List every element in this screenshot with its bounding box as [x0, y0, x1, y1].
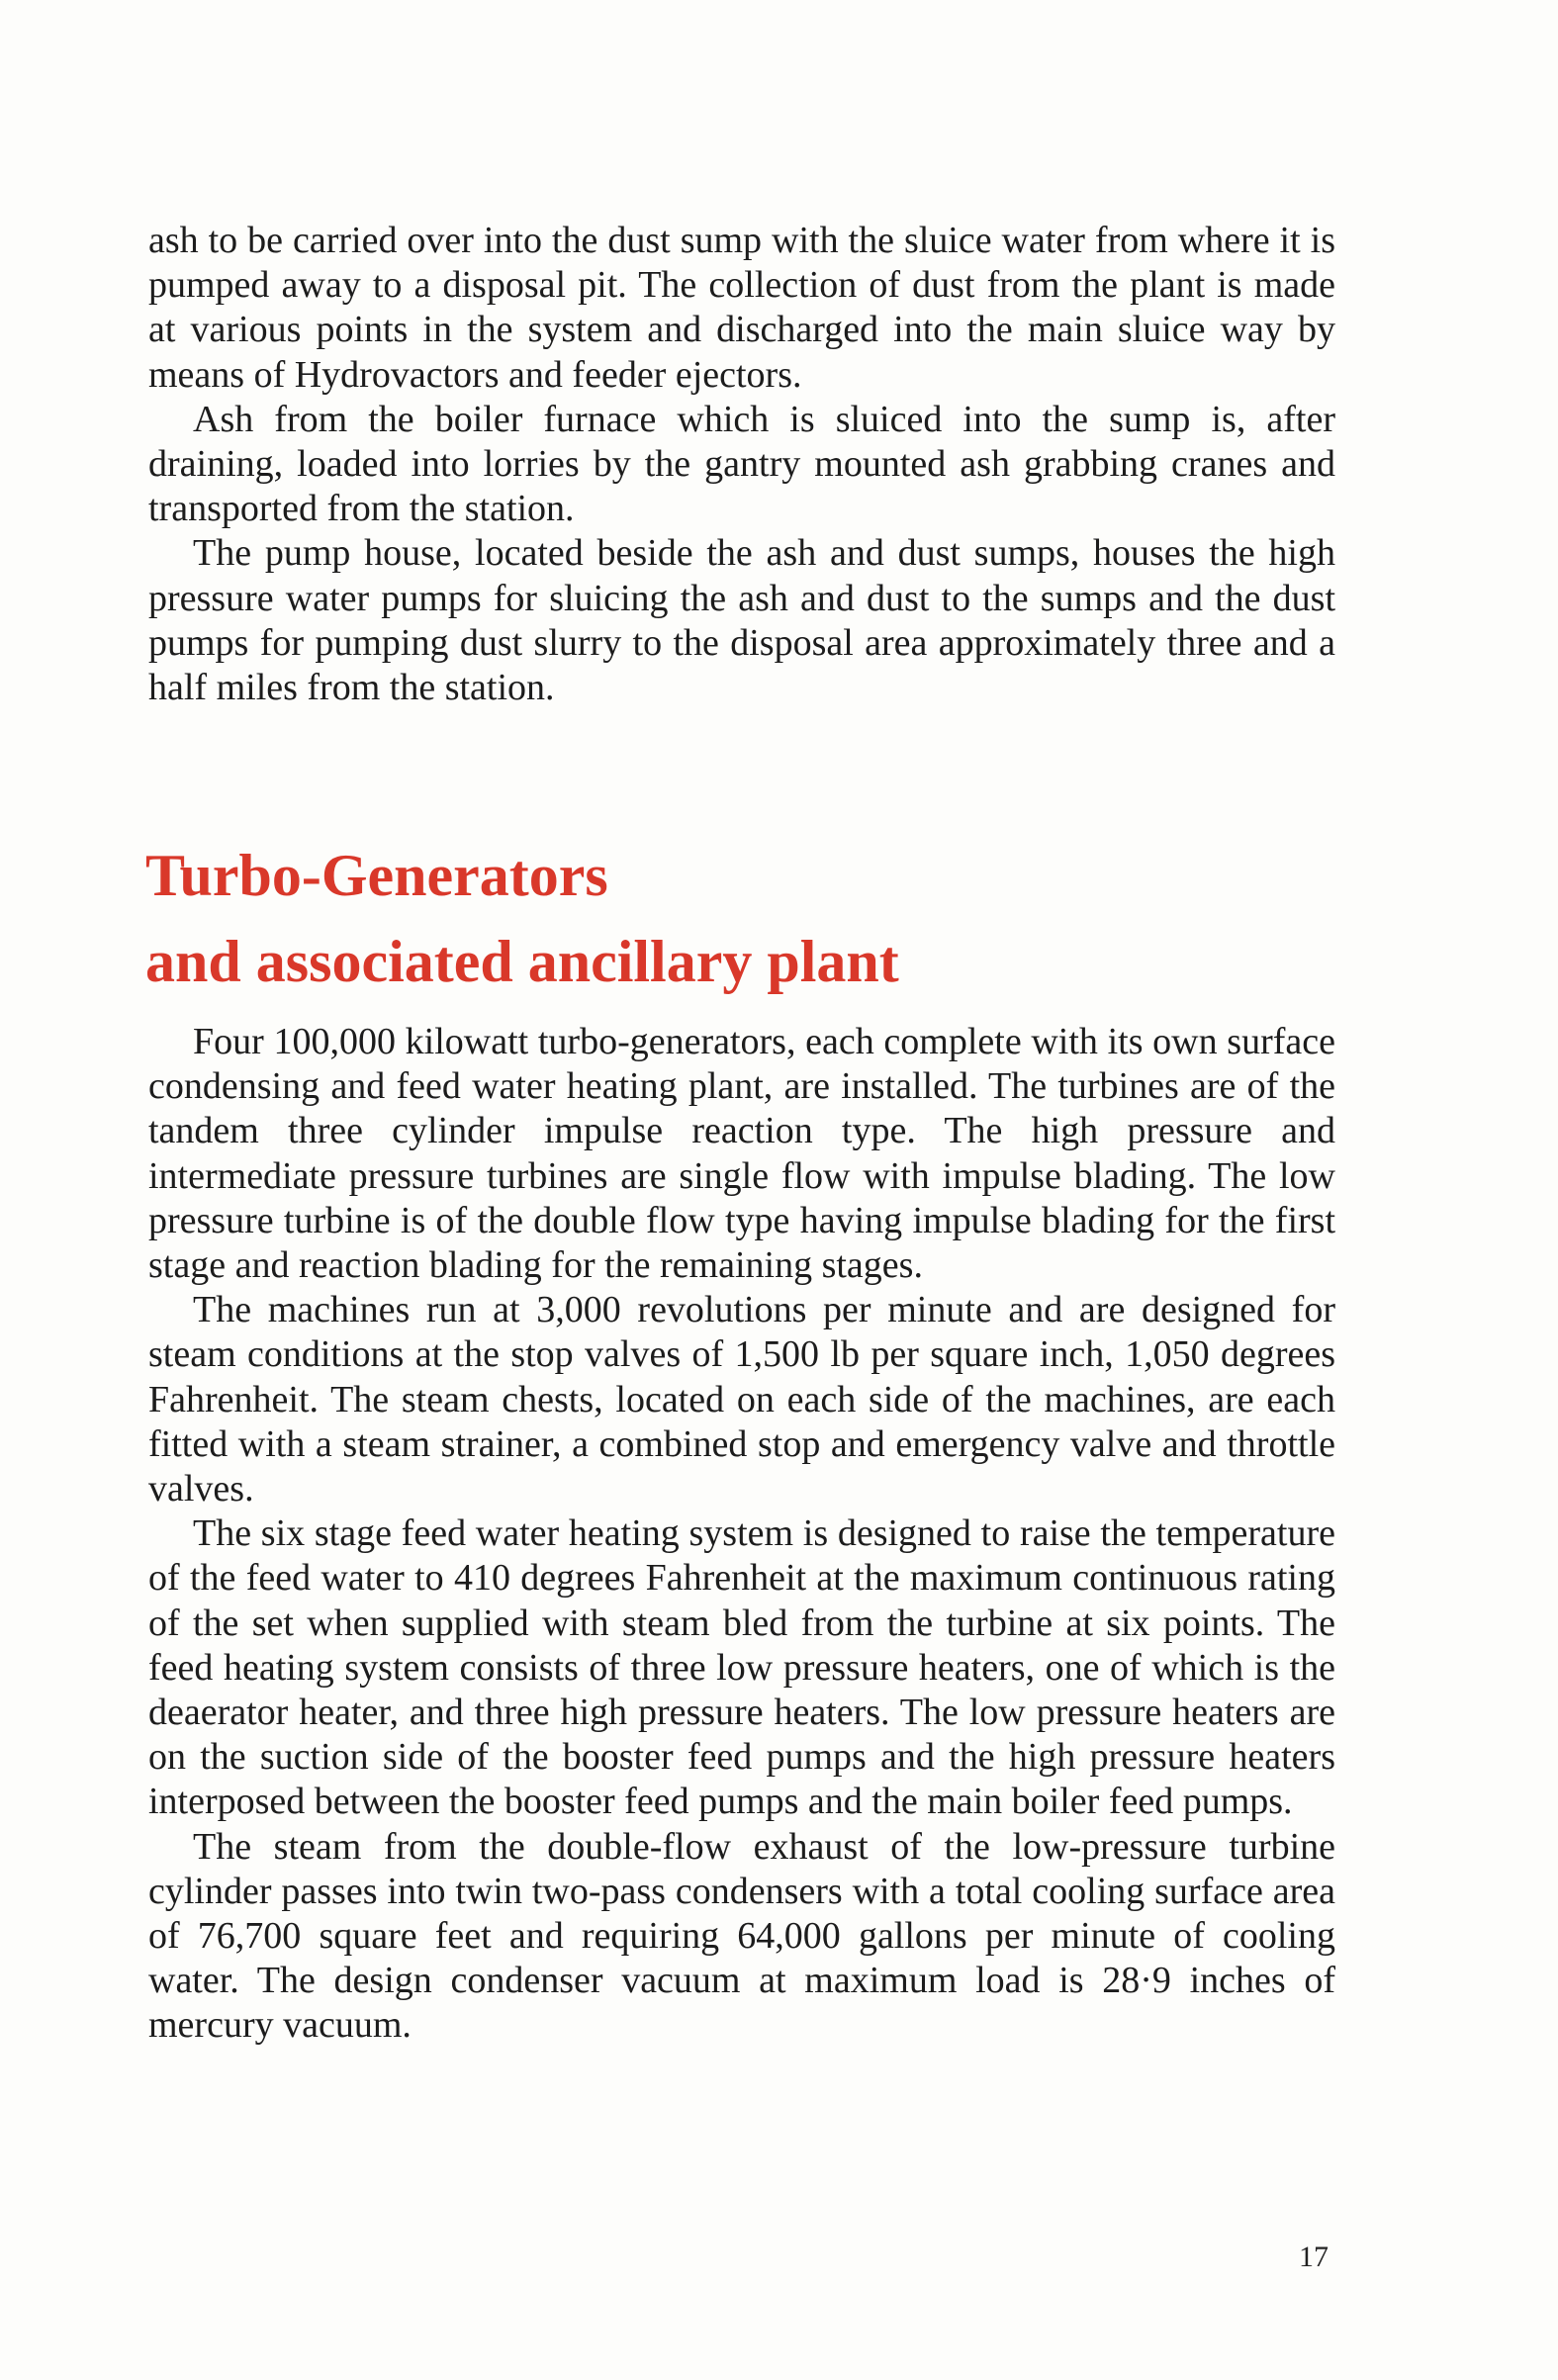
paragraph-machines: The machines run at 3,000 revolutions per minute and are designed for steam conditions at the stop valves of 1,500 lb per square inch, 1,050 degrees Fahrenheit. The steam chests, located on each side of the machines, are each fitted with a steam strainer, a combined stop and emergency valve and throttle valves. [148, 1289, 1335, 1510]
turbo-generators-text [148, 1020, 1335, 2049]
intro-text [148, 219, 1335, 710]
paragraph-turbo-generators: Four 100,000 kilowatt turbo-generators, each complete with its own surface condensing and feed water heating plant, are installed. The turbines are of the tandem three cylinder impulse reaction type. The high pressure and intermediate pressure turbines are single flow with impulse blading. The low pressure turbine is of the double flow type having impulse blading for the first stage and reaction blading for the remaining stages. [148, 1021, 1335, 1287]
paragraph-condensers: The steam from the double-flow exhaust of the low-pressure turbine cylinder passes into twin two-pass condensers with a total cooling surface area of 76,700 square feet and requiring 64,000 gallons per minute of cooling water. The design condenser vacuum at maximum load is 28·9 inches of mercury vacuum. [148, 1825, 1335, 2047]
section-heading-line2: and associated ancillary plant [145, 929, 899, 994]
paragraph-pump-house: The pump house, located beside the ash and dust sumps, houses the high pressure water pumps for sluicing the ash and dust to the sumps and the dust pumps for pumping dust slurry to the disposal area approximately three and a half miles from the station. [148, 532, 1335, 709]
paragraph-feed-heating: The six stage feed water heating system is designed to raise the temperature of the feed water to 410 degrees Fahrenheit at the maximum continuous rating of the set when supplied with steam bled from the turbine at six points. The feed heating system consists of three low pressure heaters, one of which is the deaerator heater, and three high pressure heaters. The low pressure heaters are on the suction side of the booster feed pumps and the high pressure heaters interposed between the booster feed pumps and the main boiler feed pumps. [148, 1512, 1335, 1823]
paragraph-ash-sluicing: ash to be carried over into the dust sump with the sluice water from where it is pumped away to a disposal pit. The collection of dust from the plant is made at various points in the system and discharged into the main sluice way by means of Hydrovactors and feeder ejectors. [148, 220, 1335, 396]
paragraph-ash-lorries: Ash from the boiler furnace which is sluiced into the sump is, after draining, loaded into lorries by the gantry mounted ash grabbing cranes and transported from the station. [148, 398, 1335, 530]
page-number: 17 [1299, 2241, 1329, 2273]
section-heading-line1: Turbo-Generators [145, 843, 608, 908]
